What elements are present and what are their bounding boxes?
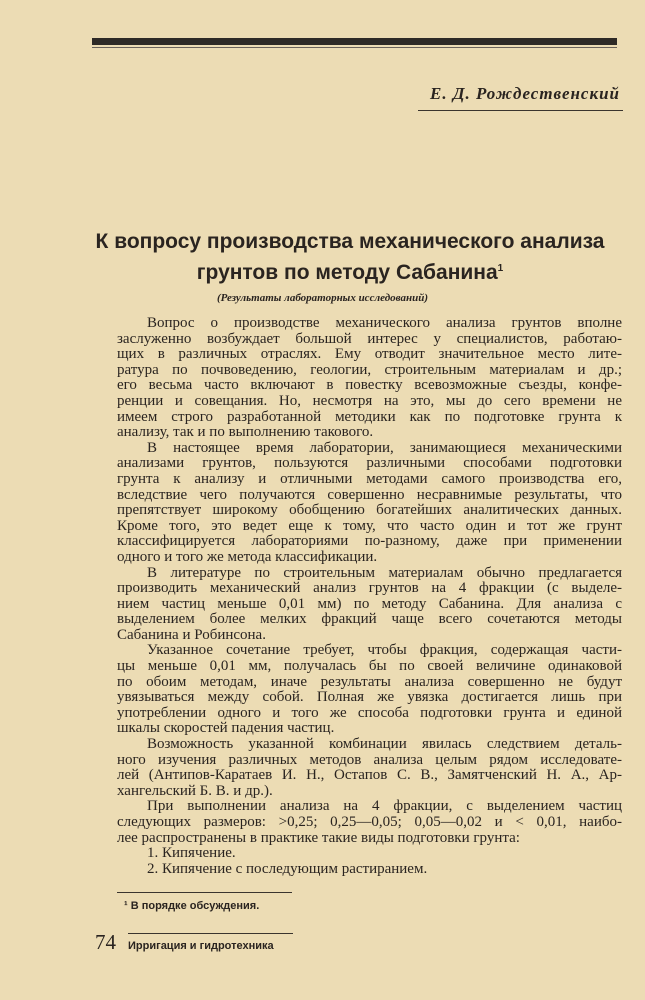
text-line: В настоящее время лаборатории, занимающиеся механическими [147,439,622,456]
text-line: нием частиц меньше 0,01 мм) по методу Сабанина. Для анализа с [117,595,622,612]
text-line: его весьма часто включают в повестку всевозможные съезды, конфе- [117,377,622,394]
text-line: В литературе по строительным материалам обычно предлагается [147,564,622,581]
text-line: шкалы скоростей падения частиц. [117,720,335,737]
journal-name: Ирригация и гидротехника [128,940,274,952]
text-line: 2. Кипячение с последующим растиранием. [147,860,428,877]
footnote-mark: 1 [497,263,504,274]
text-line: следующих размеров: >0,25; 0,25—0,05; 0,05—0,02 и < 0,01, наибо- [117,814,622,830]
author-rule [418,110,623,111]
text-line: одного и того же метода классификации. [117,548,378,565]
text-line: хангельский Б. В. и др.). [117,782,273,799]
text-line: препятствует широкому обобщению богатейших аналитических данных. [117,502,622,519]
article-subtitle: (Результаты лабораторных исследований) [216,292,429,304]
header-rule-thin [92,47,617,48]
text-line: вследствие чего получаются совершенно несравнимые результаты, что [117,486,622,503]
text-line: анализами грунтов, пользуются различными способами подготовки [117,455,622,472]
text-line: ратура по почвоведению, геологии, строительным материалам и др.; [117,361,622,378]
title-line-1: К вопросу производства механического анализа [95,230,605,253]
text-line: лей (Антипов-Каратаев И. Н., Остапов С. В., Замятченский Н. А., Ар- [117,767,622,784]
text-line: употреблении одного и того же способа подготовки грунта и единой [117,704,622,721]
text-line: Возможность указанной комбинации явилась следствием деталь- [147,736,622,753]
header-rule [92,38,617,45]
text-line: анализу, так и по выполнению такового. [117,424,374,441]
text-line: щих в различных отраслях. Ему отводит значительное место лите- [117,346,622,363]
text-line: заслуженно возбуждает большой интерес у специалистов, работаю- [117,330,622,347]
text-line: по обоим методам, иначе результаты анализа совершенно не будут [117,673,622,690]
author-name: Е. Д. Рождественский [430,84,620,103]
article-body [117,316,622,877]
page-number: 74 [95,930,116,954]
title-line-2: грунтов по методу Сабанина$^1$ [196,261,504,284]
text-line: грунта к анализу и отличными методами самого производства его, [117,470,622,487]
text-line: классифицируется лабораториями по-разному, даже при применении [117,533,622,550]
footnote: ¹ В порядке обсуждения. [124,900,260,912]
article-title [60,228,640,286]
journal-rule [128,933,293,934]
text-line: лее распространены в практике такие виды подготовки грунта: [117,829,520,846]
text-line: выделением более мелких фракций чаще всего сочетаются методы [117,611,622,628]
text-line: производить механический анализ грунтов на 4 фракции (с выделе- [117,580,622,597]
text-line: Указанное сочетание требует, чтобы фракция, содержащая части- [147,642,622,659]
text-line: 1. Кипячение. [147,845,236,862]
text-line: ренции и совещания. Но, несмотря на это, мы до сего времени не [117,392,622,409]
text-line: цы меньше 0,01 мм, получалась бы по своей величине одинаковой [117,658,622,675]
text-line: Сабанина и Робинсона. [117,626,266,643]
text-line: ного изучения различных методов анализа целым рядом исследовате- [117,751,622,768]
text-line: При выполнении анализа на 4 фракции, с выделением частиц [147,798,622,815]
footnote-rule [117,892,292,893]
text-line: Кроме того, это ведет еще к тому, что часто один и тот же грунт [117,517,622,534]
text-line: увязываться между собой. Полная же увязка достигается лишь при [117,689,622,706]
text-line: имеем строго разработанной методики как по подготовке грунта к [117,408,622,425]
text-line: Вопрос о производстве механического анализа грунтов вполне [147,315,622,331]
